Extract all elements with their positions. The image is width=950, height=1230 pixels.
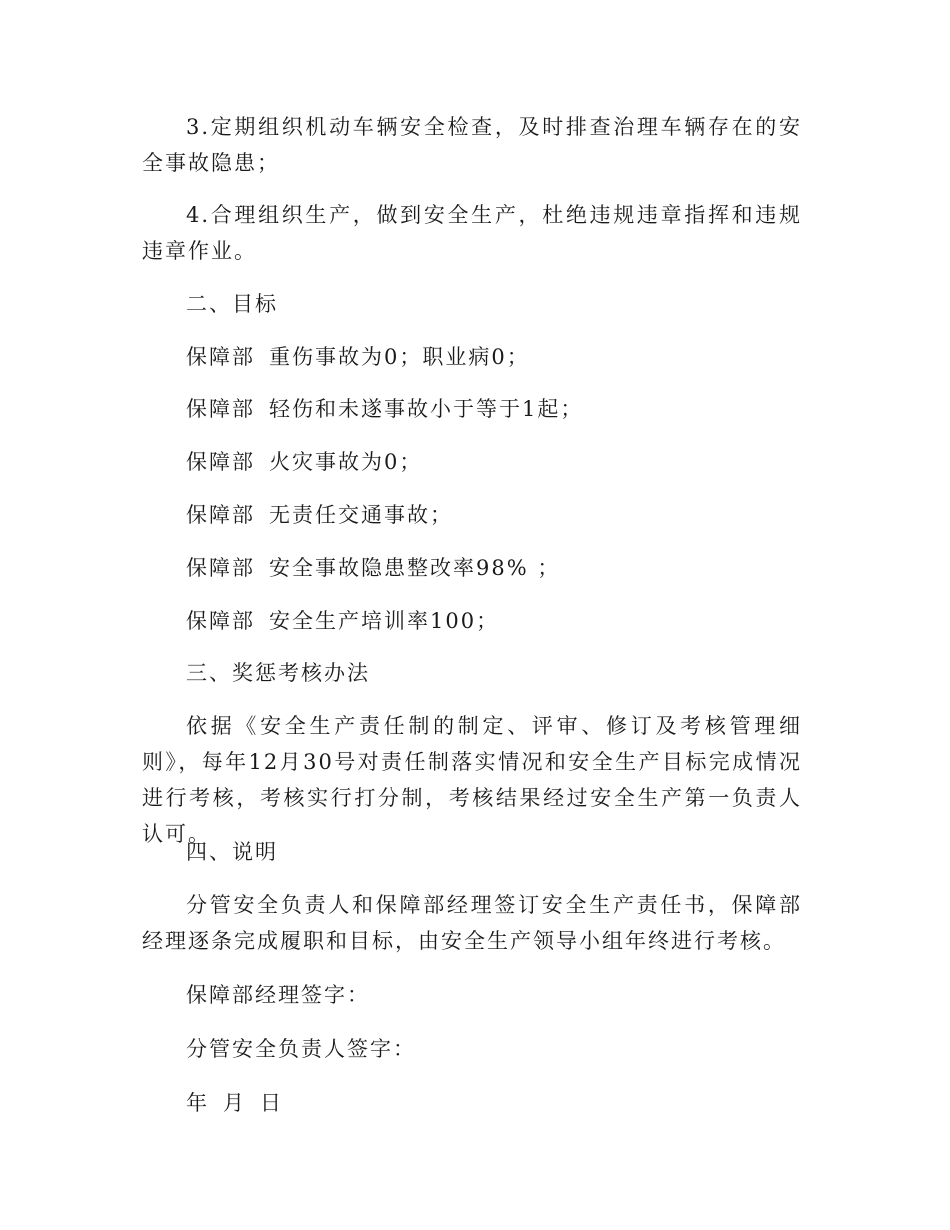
date-year: 年 bbox=[186, 1091, 209, 1115]
section-heading-notes: 四、说明 bbox=[186, 840, 278, 864]
goal-item bbox=[186, 603, 499, 639]
goal-dept: 保障部 bbox=[186, 609, 255, 633]
goal-dept: 保障部 bbox=[186, 345, 255, 369]
date-month: 月 bbox=[223, 1091, 246, 1115]
goal-dept: 保障部 bbox=[186, 397, 255, 421]
assessment-body: 依据《安全生产责任制的制定、评审、修订及考核管理细则》，每年12月30号对责任制落实情况和安全生产目标完成情况进行考核，考核实行打分制，考核结果经过安全生产第一负责人认可。 bbox=[142, 714, 802, 846]
goal-item bbox=[186, 444, 422, 480]
goal-text: 轻伤和未遂事故小于等于1起； bbox=[269, 397, 584, 421]
section-heading-assessment: 三、奖惩考核办法 bbox=[186, 661, 370, 685]
responsibility-item-3: 3.定期组织机动车辆安全检查，及时排查治理车辆存在的安全事故隐患； bbox=[142, 115, 802, 175]
goal-dept: 保障部 bbox=[186, 556, 255, 580]
goal-item bbox=[186, 497, 453, 533]
section-heading-goals: 二、目标 bbox=[186, 292, 278, 316]
responsibility-item-4: 4.合理组织生产，做到安全生产，杜绝违规违章指挥和违规违章作业。 bbox=[142, 203, 802, 263]
goal-text: 火灾事故为0； bbox=[269, 450, 423, 474]
safety-head-signature-label: 分管安全负责人签字： bbox=[186, 1037, 416, 1061]
goal-dept: 保障部 bbox=[186, 450, 255, 474]
goal-dept: 保障部 bbox=[186, 503, 255, 527]
signature-date bbox=[186, 1085, 283, 1121]
manager-signature-label: 保障部经理签字： bbox=[186, 983, 370, 1007]
goal-text: 重伤事故为0；职业病0； bbox=[269, 345, 530, 369]
goal-text: 无责任交通事故； bbox=[269, 503, 453, 527]
goal-item bbox=[186, 339, 530, 375]
goal-text: 安全事故隐患整改率98% ； bbox=[269, 556, 561, 580]
goal-item bbox=[186, 550, 560, 586]
notes-body: 分管安全负责人和保障部经理签订安全生产责任书，保障部经理逐条完成履职和目标，由安全生产领导小组年终进行考核。 bbox=[142, 893, 802, 953]
goal-item bbox=[186, 391, 583, 427]
goal-text: 安全生产培训率100； bbox=[269, 609, 500, 633]
date-day: 日 bbox=[260, 1091, 283, 1115]
